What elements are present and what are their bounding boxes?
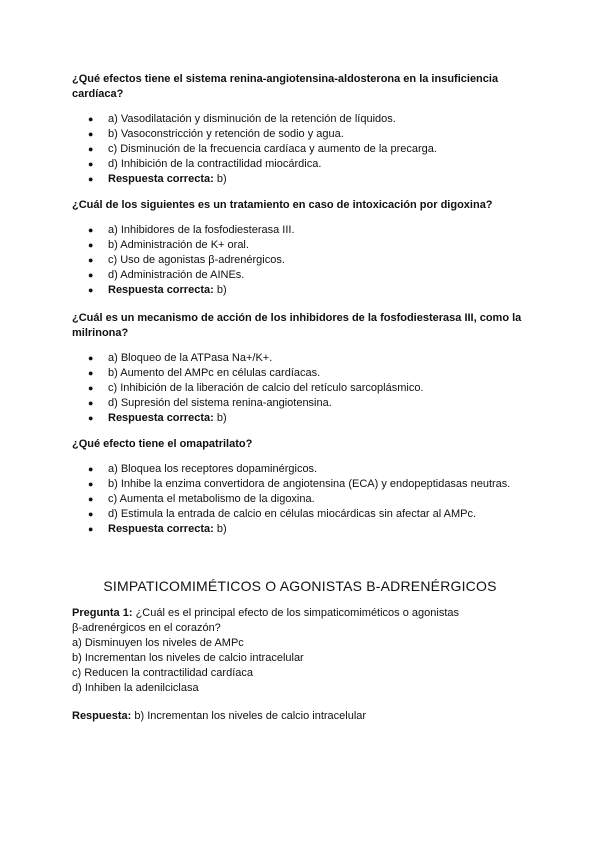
option-item: ● a) Bloquea los receptores dopaminérgicos. <box>72 462 542 477</box>
answer-label: Respuesta correcta: <box>108 412 214 424</box>
option-item: ● b) Administración de K+ oral. <box>72 238 542 253</box>
option-item: ● d) Supresión del sistema renina-angiotensina. <box>72 396 542 411</box>
section-heading: SIMPATICOMIMÉTICOS O AGONISTAS Β-ADRENÉRGICOS <box>103 578 497 594</box>
pregunta-option: d) Inhiben la adenilciclasa <box>72 682 199 694</box>
question-block <box>72 72 542 187</box>
answer-label: Respuesta correcta: <box>108 523 214 535</box>
question-title: ¿Cuál de los siguientes es un tratamiento en caso de intoxicación por digoxina? <box>72 199 493 211</box>
pregunta-text-continued: β-adrenérgicos en el corazón? <box>72 622 221 634</box>
option-item: ● d) Administración de AINEs. <box>72 268 542 283</box>
answer-item <box>72 172 542 187</box>
option-list <box>72 351 542 426</box>
answer-value: b) <box>213 412 227 424</box>
answer-item <box>72 522 542 537</box>
option-item: ● b) Aumento del AMPc en células cardíacas. <box>72 366 542 381</box>
answer-value: b) <box>213 173 227 185</box>
answer-label: Respuesta correcta: <box>108 173 214 185</box>
answer-value: b) <box>213 523 227 535</box>
option-item: ● b) Vasoconstricción y retención de sodio y agua. <box>72 127 542 142</box>
option-item: ● c) Uso de agonistas β-adrenérgicos. <box>72 253 542 268</box>
option-item: ● a) Inhibidores de la fosfodiesterasa III. <box>72 223 542 238</box>
option-list <box>72 112 542 187</box>
question-title: ¿Qué efectos tiene el sistema renina-angiotensina-aldosterona en la insuficiencia cardíaca? <box>72 73 499 100</box>
option-item: ● b) Inhibe la enzima convertidora de angiotensina (ECA) y endopeptidasas neutras. <box>72 477 542 492</box>
option-item: ● d) Inhibición de la contractilidad miocárdica. <box>72 157 542 172</box>
question-title: ¿Cuál es un mecanismo de acción de los inhibidores de la fosfodiesterasa III, como la milrinona? <box>72 312 522 339</box>
pregunta-option: b) Incrementan los niveles de calcio intracelular <box>72 652 304 664</box>
answer-value: b) <box>213 284 227 296</box>
option-list <box>72 462 542 537</box>
option-item: ● c) Disminución de la frecuencia cardíaca y aumento de la precarga. <box>72 142 542 157</box>
respuesta-value: b) Incrementan los niveles de calcio intracelular <box>131 710 367 722</box>
pregunta-block <box>72 606 542 696</box>
pregunta-label: Pregunta 1: <box>72 607 133 619</box>
option-list <box>72 223 542 298</box>
option-item: ● c) Inhibición de la liberación de calcio del retículo sarcoplásmico. <box>72 381 542 396</box>
respuesta-label: Respuesta: <box>72 710 132 722</box>
question-title: ¿Qué efecto tiene el omapatrilato? <box>72 438 253 450</box>
pregunta-option: a) Disminuyen los niveles de AMPc <box>72 637 244 649</box>
answer-item <box>72 283 542 298</box>
answer-item <box>72 411 542 426</box>
option-item: ● a) Bloqueo de la ATPasa Na+/K+. <box>72 351 542 366</box>
option-item: ● d) Estimula la entrada de calcio en células miocárdicas sin afectar al AMPc. <box>72 507 542 522</box>
option-item: ● a) Vasodilatación y disminución de la retención de líquidos. <box>72 112 542 127</box>
option-item: ● c) Aumenta el metabolismo de la digoxina. <box>72 492 542 507</box>
answer-label: Respuesta correcta: <box>108 284 214 296</box>
respuesta-line <box>72 709 542 724</box>
question-block <box>72 437 542 537</box>
pregunta-line <box>72 606 542 621</box>
question-block <box>72 311 542 426</box>
pregunta-option: c) Reducen la contractilidad cardíaca <box>72 667 253 679</box>
question-block <box>72 198 542 298</box>
pregunta-text: ¿Cuál es el principal efecto de los simpaticomiméticos o agonistas <box>132 607 459 619</box>
